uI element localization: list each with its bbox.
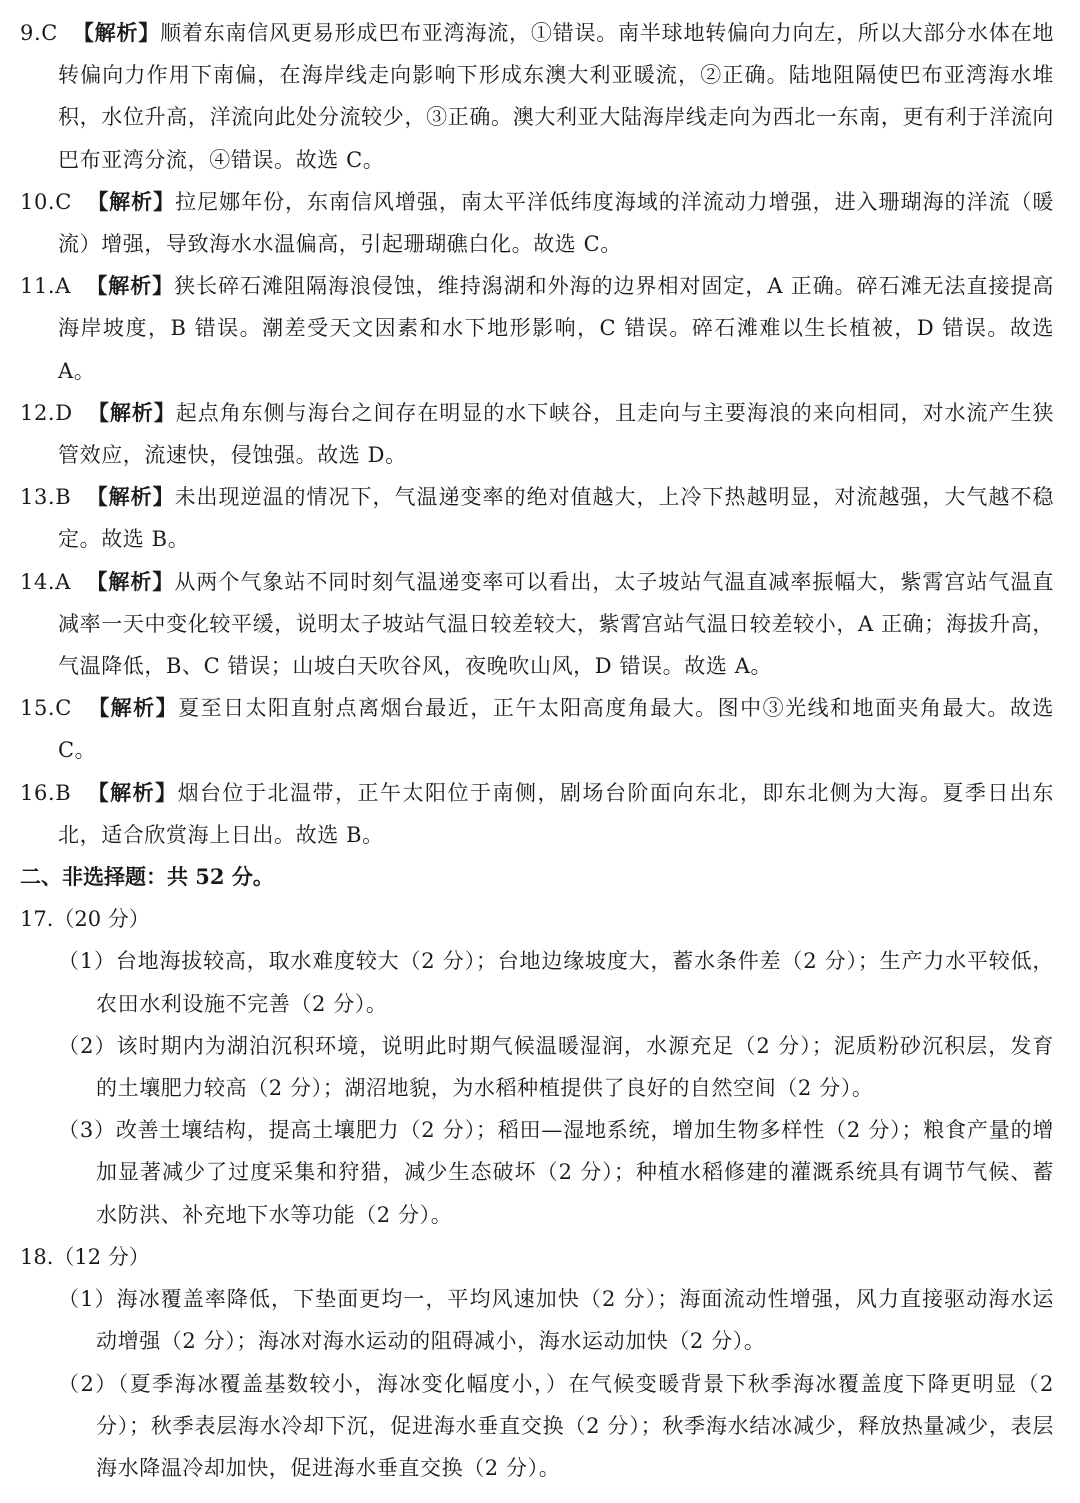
answer-item-11 [20,265,1054,392]
question-17-part-1: （1）台地海拔较高，取水难度较大（2 分）；台地边缘坡度大，蓄水条件差（2 分）；生产力水平较低，农田水利设施不完善（2 分）。 [58,949,1054,1016]
answer-number: 12.D [20,400,73,425]
analysis-tag: 【解析】 [86,484,175,510]
question-18-part-1: （1）海冰覆盖率降低，下垫面更均一，平均风速加快（2 分）；海面流动性增强，风力直接驱动海水运动增强（2 分）；海冰对海水运动的阻碍减小，海水运动加快（2 分）。 [58,1287,1054,1354]
question-18-heading: 18.（12 分） [20,1244,150,1269]
answer-item-10 [20,181,1054,265]
answer-text: 起点角东侧与海台之间存在明显的水下峡谷，且走向与主要海浪的来向相同，对水流产生狭管效应，流速快，侵蚀强。故选 D。 [58,400,1054,468]
answer-text: 烟台位于北温带，正午太阳位于南侧，剧场台阶面向东北，即东北侧为大海。夏季日出东北，适合欣赏海上日出。故选 B。 [58,780,1054,847]
answer-number: 13.B [20,485,72,510]
question-18-part-2: （2）（夏季海冰覆盖基数较小，海冰变化幅度小，）在气候变暖背景下秋季海冰覆盖度下降更明显（2 分）；秋季表层海水冷却下沉，促进海水垂直交换（2 分）；秋季海水结冰减少，释放热量减少，表层海水降温冷却加快，促进海水垂直交换（2 分）。 [58,1371,1054,1480]
question-17-part-2: （2）该时期内为湖泊沉积环境，说明此时期气候温暖湿润，水源充足（2 分）；泥质粉砂沉积层，发育的土壤肥力较高（2 分）；湖沼地貌，为水稻种植提供了良好的自然空间（2 分）。 [58,1033,1054,1101]
answer-item-16 [20,772,1054,856]
analysis-tag: 【解析】 [87,779,178,805]
answer-number: 9.C [20,21,58,45]
answer-item-body [20,476,1054,560]
analysis-tag: 【解析】 [72,20,161,45]
answer-item-12 [20,392,1054,476]
analysis-tag: 【解析】 [88,695,179,721]
answer-item-body [20,12,1054,181]
answer-text: 拉尼娜年份，东南信风增强，南太平洋低纬度海域的洋流动力增强，进入珊瑚海的洋流（暖流）增强，导致海水水温偏高，引起珊瑚礁白化。故选 C。 [58,189,1055,257]
answer-item-15 [20,687,1054,771]
answer-number: 11.A [20,274,71,299]
question-17-heading: 17.（20 分） [20,907,150,932]
answer-number: 10.C [20,189,72,214]
answer-item-9 [20,12,1054,181]
answer-text: 从两个气象站不同时刻气温递变率可以看出，太子坡站气温直减率振幅大，紫霄宫站气温直减率一天中变化较平缓，说明太子坡站气温日较差较大，紫霄宫站气温日较差较小，A 正确；海拔升高，气温降低，B、C 错误；山坡白天吹谷风，夜晚吹山风，D 错误。故选 A。 [58,569,1054,679]
answer-item-body [20,181,1054,265]
section-title: 二、非选择题：共 52 分。 [20,864,274,890]
answer-item-14 [20,561,1054,688]
analysis-tag: 【解析】 [86,273,175,299]
answer-item-body [20,265,1054,392]
answer-item-body [20,561,1054,688]
answer-text: 狭长碎石滩阻隔海浪侵蚀，维持潟湖和外海的边界相对固定，A 正确。碎石滩无法直接提高海岸坡度，B 错误。潮差受天文因素和水下地形影响，C 错误。碎石滩难以生长植被，D 错误。故选 A。 [58,274,1055,383]
answer-item-body [20,687,1054,771]
answer-item-body [20,772,1054,856]
analysis-tag: 【解析】 [87,188,176,214]
analysis-tag: 【解析】 [86,568,175,594]
question-17-part-3: （3）改善土壤结构，提高土壤肥力（2 分）；稻田—湿地系统，增加生物多样性（2 分）；粮食产量的增加显著减少了过度采集和狩猎，减少生态破坏（2 分）；种植水稻修建的灌溉系统具有调节气候、蓄水防洪、补充地下水等功能（2 分）。 [58,1118,1054,1227]
answer-number: 15.C [20,696,72,721]
answer-number: 14.A [20,569,71,594]
answer-item-body [20,392,1054,476]
answer-text: 未出现逆温的情况下，气温递变率的绝对值越大，上冷下热越明显，对流越强，大气越不稳定。故选 B。 [58,485,1054,552]
analysis-tag: 【解析】 [87,399,176,425]
answer-number: 16.B [20,780,72,805]
answer-item-13 [20,476,1054,560]
answer-text: 顺着东南信风更易形成巴布亚湾海流，①错误。南半球地转偏向力向左，所以大部分水体在地转偏向力作用下南偏，在海岸线走向影响下形成东澳大利亚暖流，②正确。陆地阻隔使巴布亚湾海水堆积，水位升高，洋流向此处分流较少，③正确。澳大利亚大陆海岸线走向为西北一东南，更有利于洋流向巴布亚湾分流，④错误。故选 C。 [58,21,1054,172]
answer-text: 夏至日太阳直射点离烟台最近，正午太阳高度角最大。图中③光线和地面夹角最大。故选 C。 [58,696,1054,763]
